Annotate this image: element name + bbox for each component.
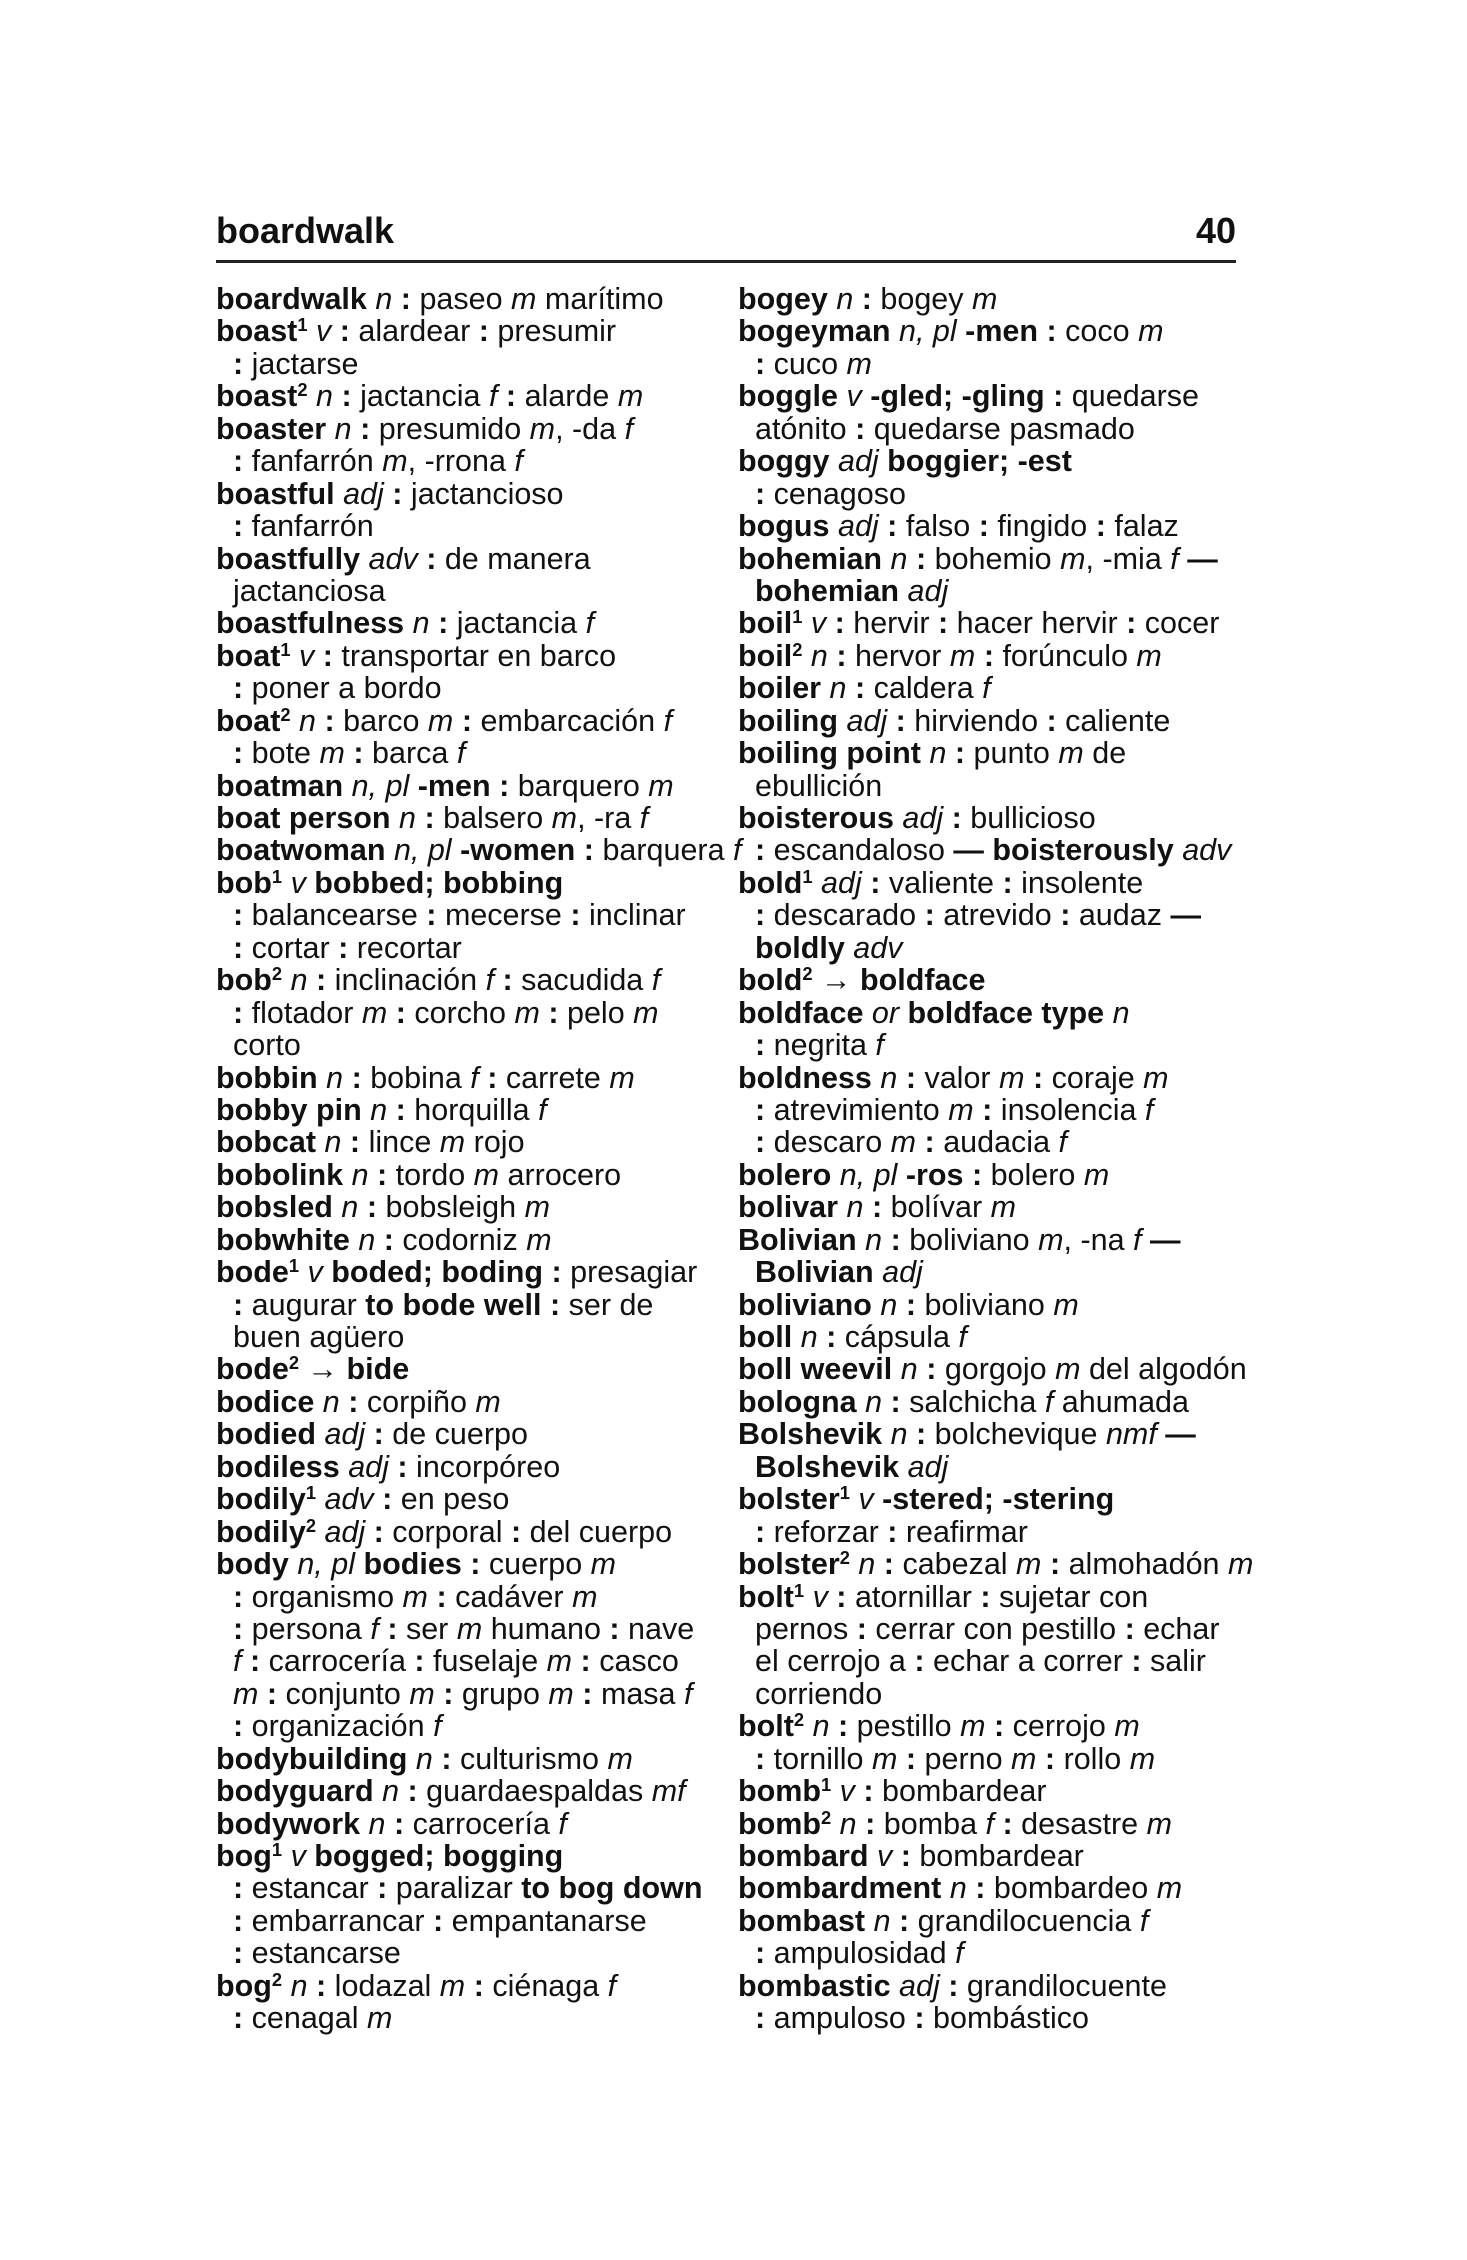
entry-line: bolero n, pl -ros : bolero m (738, 1157, 1110, 1192)
entry-line: boat person n : balsero m, -ra f (216, 801, 649, 835)
entry-line: boastful adj : jactancioso (216, 476, 564, 511)
headword: boatman (216, 768, 344, 803)
entry-line: boiling point n : punto m de (738, 736, 1127, 771)
headword: boat person (216, 801, 391, 835)
entry-line: bodice n : corpiño m (216, 1384, 501, 1419)
headword: bombardment (738, 1871, 942, 1906)
entry-line: bode$^1$ v boded; boding : presagiar (216, 1255, 698, 1290)
entry-line: bombastic adj : grandilocuente (738, 1968, 1167, 2003)
entry-line: bombard v : bombardear (738, 1839, 1084, 1873)
headword: bogus (738, 509, 830, 544)
entry-line: bolt$^2$ n : pestillo m : cerrojo m (738, 1709, 1140, 1744)
entry-continuation-line: : poner a bordo (233, 671, 442, 706)
entry-line: bobcat n : lince m rojo (216, 1125, 525, 1160)
entry-line: bologna n : salchicha f ahumada (738, 1384, 1189, 1419)
entry-continuation-line: Bolivian adj (755, 1255, 923, 1290)
headword: boll weevil (738, 1352, 893, 1387)
entry-line: boast$^1$ v : alardear : presumir (216, 314, 617, 349)
entry-line: boaster n : presumido m, -da f (216, 411, 634, 446)
entry-line: bold$^2$ → boldface (738, 963, 986, 998)
entry-line: bodyguard n : guardaespaldas mf (216, 1774, 686, 1809)
entry-line: bombast n : grandilocuencia f (738, 1903, 1149, 1938)
headword: boat$^1$ (216, 638, 291, 673)
entry-line: bog$^2$ n : lodazal m : ciénaga f (216, 1968, 617, 2003)
headword: bogey (738, 282, 828, 316)
headword: bolt$^1$ (738, 1579, 805, 1614)
entry-line: bold$^1$ adj : valiente : insolente (738, 865, 1144, 900)
entry-line: boiler n : caldera f (738, 671, 991, 706)
entry-continuation-line: : ampuloso : bombástico (755, 2001, 1089, 2036)
entry-continuation-line: : descaro m : audacia f (755, 1125, 1067, 1160)
entry-line: bodybuilding n : culturismo m (216, 1741, 633, 1776)
entry-continuation-line: : bote m : barca f (233, 736, 466, 771)
headword: bodied (216, 1417, 316, 1452)
entry-continuation-line: : flotador m : corcho m : pelo m (233, 995, 659, 1030)
entry-line: bombardment n : bombardeo m (738, 1871, 1183, 1906)
entry-continuation-line: jactanciosa (233, 573, 386, 608)
headword: bobby pin (216, 1092, 362, 1127)
entry-line: boat$^1$ v : transportar en barco (216, 638, 617, 673)
headword: Bolivian (738, 1222, 857, 1257)
entry-continuation-line: pernos : cerrar con pestillo : echar (755, 1611, 1220, 1646)
guide-word: boardwalk (216, 210, 395, 251)
entry-continuation-line: : organismo m : cadáver m (233, 1579, 598, 1614)
left-column (216, 282, 742, 2036)
entry-line: bobbin n : bobina f : carrete m (216, 1060, 635, 1095)
headword: boiling (738, 703, 838, 738)
headword: boggle (738, 379, 838, 414)
headword: bodybuilding (216, 1741, 408, 1776)
headword: bolt$^2$ (738, 1709, 805, 1744)
entry-continuation-line: f : carrocería : fuselaje m : casco (233, 1644, 679, 1679)
entry-continuation-line: : estancar : paralizar to bog down (233, 1871, 703, 1906)
headword: bob$^2$ (216, 963, 283, 998)
entry-line: boastfully adv : de manera (216, 541, 591, 576)
entry-line: bob$^1$ v bobbed; bobbing (216, 865, 564, 900)
entry-line: bogeyman n, pl -men : coco m (738, 314, 1164, 349)
entry-continuation-line: : negrita f (755, 1028, 884, 1063)
headword: bold$^1$ (738, 865, 813, 900)
headword: bodyguard (216, 1774, 374, 1809)
entry-line: bolt$^1$ v : atornillar : sujetar con (738, 1579, 1149, 1614)
headword: boiler (738, 671, 822, 706)
headword: bog$^1$ (216, 1838, 283, 1873)
headword: bohemian (738, 541, 883, 576)
entry-line: bogey n : bogey m (738, 282, 998, 316)
headword: bodily$^1$ (216, 1482, 316, 1517)
page-header (216, 210, 1236, 263)
entry-continuation-line: : descarado : atrevido : audaz — (755, 898, 1201, 933)
headword: bolivar (738, 1190, 839, 1225)
entry-continuation-line: : jactarse (233, 346, 359, 381)
entry-line: bohemian n : bohemio m, -mia f — (738, 541, 1218, 576)
headword: boat$^2$ (216, 703, 291, 738)
entry-continuation-line: Bolshevik adj (755, 1449, 949, 1484)
headword: bodily$^2$ (216, 1514, 316, 1549)
entry-line: bodiless adj : incorpóreo (216, 1449, 561, 1484)
headword: boil$^1$ (738, 606, 803, 641)
entry-continuation-line: : balancearse : mecerse : inclinar (233, 898, 686, 933)
entry-continuation-line: : fanfarrón m, -rrona f (233, 444, 523, 479)
entry-line: bodied adj : de cuerpo (216, 1417, 528, 1452)
entry-continuation-line: : escandaloso — boisterously adv (755, 833, 1232, 868)
entry-continuation-line: : cenagal m (233, 2001, 393, 2036)
entry-line: boll n : cápsula f (738, 1320, 967, 1354)
headword: bodiless (216, 1449, 340, 1484)
right-column (738, 283, 1268, 2035)
entry-continuation-line: : estancarse (233, 1936, 401, 1971)
entry-line: boil$^2$ n : hervor m : forúnculo m (738, 638, 1162, 673)
entry-line: bolivar n : bolívar m (738, 1190, 1017, 1225)
headword: bobbin (216, 1060, 318, 1095)
entry-line: boardwalk n : paseo m marítimo (216, 282, 664, 316)
entry-line: boisterous adj : bullicioso (738, 801, 1096, 835)
entry-continuation-line: : atrevimiento m : insolencia f (755, 1092, 1154, 1127)
headword: boaster (216, 411, 327, 446)
entry-continuation-line: : cuco m (755, 346, 872, 381)
headword: bob$^1$ (216, 865, 283, 900)
entry-continuation-line: : organización f (233, 1709, 442, 1744)
entry-line: bobolink n : tordo m arrocero (216, 1157, 622, 1192)
entry-line: body n, pl bodies : cuerpo m (216, 1547, 617, 1582)
entry-continuation-line: : tornillo m : perno m : rollo m (755, 1741, 1156, 1776)
entry-continuation-line: corriendo (755, 1676, 883, 1711)
headword: bombastic (738, 1968, 891, 2003)
headword: bold$^2$ (738, 963, 813, 998)
entry-continuation-line: corto (233, 1028, 301, 1063)
entry-continuation-line: boldly adv (755, 930, 903, 965)
entry-line: boat$^2$ n : barco m : embarcación f (216, 703, 673, 738)
entry-continuation-line: m : conjunto m : grupo m : masa f (233, 1676, 693, 1711)
headword: bobsled (216, 1190, 333, 1225)
headword: bobwhite (216, 1222, 350, 1257)
headword: bobolink (216, 1157, 344, 1192)
entry-line: boast$^2$ n : jactancia f : alarde m (216, 379, 644, 414)
headword: bodice (216, 1384, 315, 1419)
entry-continuation-line: : cenagoso (755, 476, 906, 511)
entry-continuation-line: : embarrancar : empantanarse (233, 1903, 647, 1938)
page-number: 40 (1195, 210, 1236, 251)
headword: bombast (738, 1903, 866, 1938)
headword: bolero (738, 1157, 832, 1192)
entry-line: bobwhite n : codorniz m (216, 1222, 552, 1257)
headword: boatwoman (216, 833, 386, 868)
entry-continuation-line: : augurar to bode well : ser de (233, 1287, 654, 1322)
headword: boll (738, 1320, 793, 1354)
entry-line: bob$^2$ n : inclinación f : sacudida f (216, 963, 661, 998)
entry-line: boliviano n : boliviano m (738, 1287, 1079, 1322)
entry-line: boggy adj boggier; -est (738, 444, 1072, 479)
headword: boldface (738, 995, 864, 1030)
headword: boardwalk (216, 282, 367, 316)
entry-line: boiling adj : hirviendo : caliente (738, 703, 1171, 738)
entry-line: boatwoman n, pl -women : barquera f (216, 833, 742, 868)
entry-line: bog$^1$ v bogged; bogging (216, 1838, 564, 1873)
headword: bolster$^2$ (738, 1547, 850, 1582)
entry-line: bolster$^1$ v -stered; -stering (738, 1482, 1115, 1517)
headword: Bolshevik (738, 1417, 883, 1452)
entry-line: boll weevil n : gorgojo m del algodón (738, 1352, 1247, 1387)
entry-continuation-line: atónito : quedarse pasmado (755, 411, 1135, 446)
headword: body (216, 1547, 289, 1582)
headword: boil$^2$ (738, 638, 803, 673)
entry-line: boggle v -gled; -gling : quedarse (738, 379, 1199, 414)
headword: bode$^1$ (216, 1255, 300, 1290)
headword: bode$^2$ (216, 1352, 300, 1387)
headword: boggy (738, 444, 830, 479)
entry-continuation-line: el cerrojo a : echar a correr : salir (755, 1644, 1206, 1679)
headword: bomb$^1$ (738, 1774, 832, 1809)
headword: boastful (216, 476, 335, 511)
headword: bobcat (216, 1125, 316, 1160)
entry-line: Bolshevik n : bolchevique nmf — (738, 1417, 1196, 1452)
headword: bombard (738, 1839, 869, 1873)
entry-line: boldness n : valor m : coraje m (738, 1060, 1169, 1095)
headword: boast$^2$ (216, 379, 308, 414)
headword: boldness (738, 1060, 872, 1095)
entry-continuation-line: : persona f : ser m humano : nave (233, 1611, 695, 1646)
entry-line: bode$^2$ → bide (216, 1352, 410, 1387)
headword: boiling point (738, 736, 921, 771)
entry-continuation-line: : fanfarrón (233, 509, 374, 544)
headword: boast$^1$ (216, 314, 308, 349)
entry-line: bodily$^2$ adj : corporal : del cuerpo (216, 1514, 673, 1549)
headword: bog$^2$ (216, 1968, 283, 2003)
entry-line: boatman n, pl -men : barquero m (216, 768, 674, 803)
entry-continuation-line: buen agüero (233, 1320, 405, 1354)
entry-line: bodily$^1$ adv : en peso (216, 1482, 510, 1517)
entry-continuation-line: : cortar : recortar (233, 930, 462, 965)
headword: boisterous (738, 801, 894, 835)
entry-line: bomb$^2$ n : bomba f : desastre m (738, 1806, 1173, 1841)
headword: bogeyman (738, 314, 891, 349)
entry-line: boldface or boldface type n (738, 995, 1130, 1030)
entry-line: bolster$^2$ n : cabezal m : almohadón m (738, 1547, 1254, 1582)
entry-line: boastfulness n : jactancia f (216, 606, 595, 641)
entry-line: Bolivian n : boliviano m, -na f — (738, 1222, 1181, 1257)
entry-line: bodywork n : carrocería f (216, 1806, 567, 1841)
headword: boliviano (738, 1287, 872, 1322)
entry-line: bomb$^1$ v : bombardear (738, 1774, 1047, 1809)
headword: bolster$^1$ (738, 1482, 850, 1517)
headword: boastfully (216, 541, 361, 576)
entry-line: bogus adj : falso : fingido : falaz (738, 509, 1179, 544)
entry-line: bobsled n : bobsleigh m (216, 1190, 550, 1225)
headword: bodywork (216, 1806, 361, 1841)
entry-line: bobby pin n : horquilla f (216, 1092, 547, 1127)
headword: bologna (738, 1384, 857, 1419)
entry-continuation-line: : reforzar : reafirmar (755, 1514, 1028, 1549)
entry-continuation-line: bohemian adj (755, 573, 949, 608)
entry-continuation-line: ebullición (755, 768, 883, 803)
headword: boastfulness (216, 606, 405, 641)
headword: bomb$^2$ (738, 1806, 832, 1841)
entry-line: boil$^1$ v : hervir : hacer hervir : cocer (738, 606, 1220, 641)
entry-continuation-line: : ampulosidad f (755, 1936, 964, 1971)
